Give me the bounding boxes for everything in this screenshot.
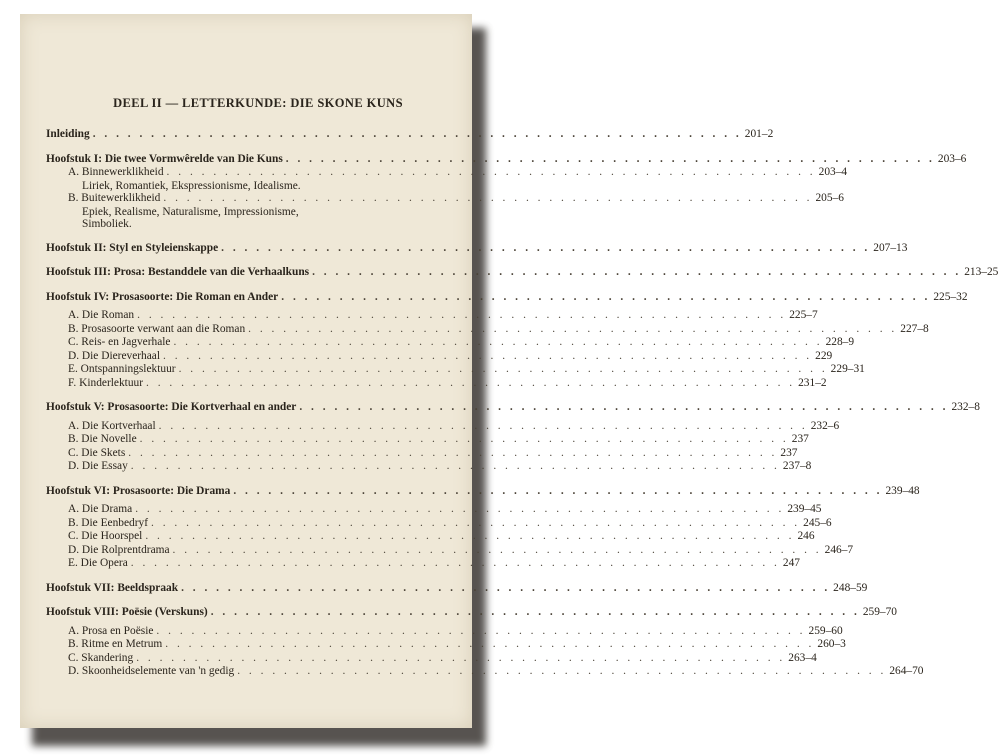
- toc-page-number: 259–60: [808, 624, 843, 637]
- toc-chapter-entry: [46, 152, 967, 167]
- dot-leader: . . . . . . . . . . . . . . . . . . . . . . . . . . . . . . . . . . . . . . . . . . . . . . . . . . . . . . . .: [128, 446, 778, 459]
- toc-entry-label: B. Die Eenbedryf: [68, 516, 149, 529]
- toc-page-number: 264–70: [889, 665, 924, 677]
- toc-sub-entry: [46, 503, 822, 517]
- toc-entry-label: A. Die Kortverhaal: [68, 419, 156, 432]
- toc-page-number: 203–6: [937, 152, 967, 165]
- toc-page-number: 239–48: [885, 484, 920, 497]
- toc-sub-entry: [46, 460, 812, 474]
- toc-entry-label: B. Ritme en Metrum: [68, 638, 163, 650]
- toc-entry-label: D. Die Essay: [68, 460, 128, 472]
- dot-leader: . . . . . . . . . . . . . . . . . . . . . . . . . . . . . . . . . . . . . . . . . . . . . . . . . . . . . . . .: [210, 606, 860, 618]
- toc-entry-label: B. Die Novelle: [68, 433, 137, 445]
- toc-page-number: 201–2: [744, 128, 774, 140]
- toc-page-number: 259–70: [862, 606, 897, 618]
- toc-page-number: 248–59: [833, 581, 868, 594]
- toc-page-number: 203–4: [818, 166, 848, 178]
- toc-sub-entry: [46, 446, 798, 461]
- toc-sub-entry: [46, 651, 817, 666]
- toc-entry-label: A. Die Drama: [68, 503, 133, 515]
- dot-leader: . . . . . . . . . . . . . . . . . . . . . . . . . . . . . . . . . . . . . . . . . . . . . . . . . . . . . . . .: [137, 309, 787, 321]
- dot-leader: . . . . . . . . . . . . . . . . . . . . . . . . . . . . . . . . . . . . . . . . . . . . . . . . . . . . . . . .: [281, 290, 931, 303]
- toc-sub-entry: [46, 530, 815, 544]
- toc-chapter-entry: [46, 128, 774, 142]
- toc-page-number: 263–4: [788, 651, 817, 664]
- dot-leader: . . . . . . . . . . . . . . . . . . . . . . . . . . . . . . . . . . . . . . . . . . . . . . . . . . . . . . . .: [92, 128, 742, 140]
- dot-leader: . . . . . . . . . . . . . . . . . . . . . . . . . . . . . . . . . . . . . . . . . . . . . . . . . . . . . . . .: [130, 460, 780, 472]
- toc-page-number: 237: [780, 446, 798, 459]
- book-page: [20, 14, 998, 728]
- dot-leader: . . . . . . . . . . . . . . . . . . . . . . . . . . . . . . . . . . . . . . . . . . . . . . . . . . . . . . . .: [163, 192, 813, 204]
- toc-page-number: 207–13: [873, 241, 908, 254]
- toc-entry-label: Hoofstuk VI: Prosasoorte: Die Drama: [46, 484, 231, 497]
- dot-leader: . . . . . . . . . . . . . . . . . . . . . . . . . . . . . . . . . . . . . . . . . . . . . . . . . . . . . . . .: [237, 665, 887, 677]
- dot-leader: . . . . . . . . . . . . . . . . . . . . . . . . . . . . . . . . . . . . . . . . . . . . . . . . . . . . . . . .: [181, 581, 831, 594]
- dot-leader: . . . . . . . . . . . . . . . . . . . . . . . . . . . . . . . . . . . . . . . . . . . . . . . . . . . . . . . .: [151, 516, 801, 529]
- toc-entry-label: B. Prosasoorte verwant aan die Roman: [68, 322, 246, 335]
- toc-entry-label: Hoofstuk IV: Prosasoorte: Die Roman en Ander: [46, 290, 279, 303]
- toc-page-number: 231–2: [798, 376, 827, 389]
- toc-sub-entry: [46, 166, 848, 180]
- dot-leader: . . . . . . . . . . . . . . . . . . . . . . . . . . . . . . . . . . . . . . . . . . . . . . . . . . . . . . . .: [312, 266, 962, 278]
- toc-page-number: 246: [797, 530, 815, 542]
- toc-entry-label: F. Kinderlektuur: [68, 376, 144, 389]
- toc-sub-entry: [46, 192, 844, 206]
- toc-entry-label: Inleiding: [46, 128, 90, 140]
- toc-entry-label: B. Buitewerklikheid: [68, 192, 161, 204]
- toc-chapter-entry: [46, 581, 868, 596]
- dot-leader: . . . . . . . . . . . . . . . . . . . . . . . . . . . . . . . . . . . . . . . . . . . . . . . . . . . . . . . .: [178, 363, 828, 375]
- toc-sub-entry: [46, 433, 809, 447]
- toc-entry-label: C. Skandering: [68, 651, 134, 664]
- toc-page-number: 247: [782, 557, 800, 569]
- toc-chapter-entry: [46, 401, 980, 415]
- dot-leader: . . . . . . . . . . . . . . . . . . . . . . . . . . . . . . . . . . . . . . . . . . . . . . . . . . . . . . . .: [285, 152, 935, 165]
- dot-leader: . . . . . . . . . . . . . . . . . . . . . . . . . . . . . . . . . . . . . . . . . . . . . . . . . . . . . . . .: [233, 484, 883, 497]
- toc-sub-entry: [46, 638, 846, 652]
- toc-chapter-entry: [46, 290, 968, 305]
- toc-entry-label: C. Die Hoorspel: [68, 530, 143, 542]
- toc-page-number: 232–6: [810, 419, 840, 432]
- toc-entry-label: E. Die Opera: [68, 557, 128, 569]
- toc-chapter-entry: [46, 241, 908, 256]
- toc-continuation-line: Liriek, Romantiek, Ekspressionisme, Idealisme.: [82, 179, 301, 192]
- toc-sub-entry: [46, 665, 924, 679]
- toc-entry-label: Hoofstuk I: Die twee Vormwêrelde van Die Kuns: [46, 152, 283, 165]
- toc-continuation-line: Simboliek.: [82, 218, 132, 230]
- toc-page-number: 213–25: [964, 266, 998, 278]
- toc-chapter-entry: [46, 606, 897, 620]
- toc-page-number: 225–32: [933, 290, 968, 303]
- toc-sub-entry: [46, 376, 827, 391]
- toc-entry-label: D. Die Rolprentdrama: [68, 543, 170, 556]
- toc-sub-entry: [46, 349, 833, 364]
- dot-leader: . . . . . . . . . . . . . . . . . . . . . . . . . . . . . . . . . . . . . . . . . . . . . . . . . . . . . . . .: [145, 530, 795, 542]
- dot-leader: . . . . . . . . . . . . . . . . . . . . . . . . . . . . . . . . . . . . . . . . . . . . . . . . . . . . . . . .: [136, 651, 786, 664]
- toc-page-number: 237: [791, 433, 809, 445]
- dot-leader: . . . . . . . . . . . . . . . . . . . . . . . . . . . . . . . . . . . . . . . . . . . . . . . . . . . . . . . .: [163, 349, 813, 362]
- dot-leader: . . . . . . . . . . . . . . . . . . . . . . . . . . . . . . . . . . . . . . . . . . . . . . . . . . . . . . . .: [158, 419, 808, 432]
- toc-entry-label: C. Die Skets: [68, 446, 126, 459]
- toc-page-number: 246–7: [824, 543, 854, 556]
- toc-entry-label: E. Ontspanningslektuur: [68, 363, 176, 375]
- toc-entry-label: D. Skoonheidselemente van 'n gedig: [68, 665, 235, 677]
- toc-page-number: 225–7: [789, 309, 818, 321]
- toc-sub-entry: [46, 336, 855, 350]
- toc-entry-label: Hoofstuk VIII: Poësie (Verskuns): [46, 606, 208, 618]
- toc-page-number: 232–8: [951, 401, 980, 413]
- toc-entry-label: C. Reis- en Jagverhale: [68, 336, 171, 348]
- toc-entry-label: A. Binnewerklikheid: [68, 166, 164, 178]
- section-heading: DEEL II — LETTERKUNDE: DIE SKONE KUNS: [113, 96, 403, 110]
- table-of-contents: [46, 96, 998, 679]
- dot-leader: . . . . . . . . . . . . . . . . . . . . . . . . . . . . . . . . . . . . . . . . . . . . . . . . . . . . . . . .: [156, 624, 806, 637]
- toc-sub-entry: [46, 624, 843, 639]
- dot-leader: . . . . . . . . . . . . . . . . . . . . . . . . . . . . . . . . . . . . . . . . . . . . . . . . . . . . . . . .: [135, 503, 785, 515]
- dot-leader: . . . . . . . . . . . . . . . . . . . . . . . . . . . . . . . . . . . . . . . . . . . . . . . . . . . . . . . .: [221, 241, 871, 254]
- toc-entry-label: D. Die Diereverhaal: [68, 349, 161, 362]
- toc-page-number: 205–6: [815, 192, 844, 204]
- toc-page-number: 227–8: [900, 322, 929, 335]
- dot-leader: . . . . . . . . . . . . . . . . . . . . . . . . . . . . . . . . . . . . . . . . . . . . . . . . . . . . . . . .: [130, 557, 780, 569]
- toc-entry-label: Hoofstuk III: Prosa: Bestanddele van die Verhaalkuns: [46, 266, 310, 278]
- toc-sub-entry: [46, 419, 840, 434]
- toc-sub-entry: [46, 543, 854, 558]
- toc-page-number: 239–45: [787, 503, 822, 515]
- dot-leader: . . . . . . . . . . . . . . . . . . . . . . . . . . . . . . . . . . . . . . . . . . . . . . . . . . . . . . . .: [165, 638, 815, 650]
- toc-list: [46, 123, 998, 679]
- dot-leader: . . . . . . . . . . . . . . . . . . . . . . . . . . . . . . . . . . . . . . . . . . . . . . . . . . . . . . . .: [146, 376, 796, 389]
- toc-entry-label: A. Die Roman: [68, 309, 135, 321]
- toc-sub-entry: [46, 363, 865, 377]
- dot-leader: . . . . . . . . . . . . . . . . . . . . . . . . . . . . . . . . . . . . . . . . . . . . . . . . . . . . . . . .: [248, 322, 898, 335]
- dot-leader: . . . . . . . . . . . . . . . . . . . . . . . . . . . . . . . . . . . . . . . . . . . . . . . . . . . . . . . .: [299, 401, 949, 413]
- toc-page-number: 260–3: [817, 638, 846, 650]
- toc-page-number: 237–8: [782, 460, 812, 472]
- toc-entry-label: Hoofstuk V: Prosasoorte: Die Kortverhaal en ander: [46, 401, 297, 413]
- dot-leader: . . . . . . . . . . . . . . . . . . . . . . . . . . . . . . . . . . . . . . . . . . . . . . . . . . . . . . . .: [166, 166, 816, 178]
- toc-page-number: 245–6: [803, 516, 832, 529]
- toc-chapter-entry: [46, 484, 920, 499]
- toc-sub-entry: [46, 309, 818, 323]
- toc-page-number: 228–9: [825, 336, 855, 348]
- dot-leader: . . . . . . . . . . . . . . . . . . . . . . . . . . . . . . . . . . . . . . . . . . . . . . . . . . . . . . . .: [139, 433, 789, 445]
- toc-page-number: 229–31: [830, 363, 865, 375]
- toc-sub-entry: [46, 557, 800, 571]
- dot-leader: . . . . . . . . . . . . . . . . . . . . . . . . . . . . . . . . . . . . . . . . . . . . . . . . . . . . . . . .: [173, 336, 823, 348]
- toc-sub-entry: [46, 322, 929, 337]
- toc-continuation-line: Epiek, Realisme, Naturalisme, Impressionisme,: [82, 205, 299, 218]
- toc-entry-label: Hoofstuk II: Styl en Styleienskappe: [46, 241, 219, 254]
- toc-page-number: 229: [815, 349, 833, 362]
- toc-sub-entry: [46, 516, 832, 531]
- dot-leader: . . . . . . . . . . . . . . . . . . . . . . . . . . . . . . . . . . . . . . . . . . . . . . . . . . . . . . . .: [172, 543, 822, 556]
- toc-entry-label: A. Prosa en Poësie: [68, 624, 154, 637]
- toc-chapter-entry: [46, 266, 998, 280]
- toc-entry-label: Hoofstuk VII: Beeldspraak: [46, 581, 179, 594]
